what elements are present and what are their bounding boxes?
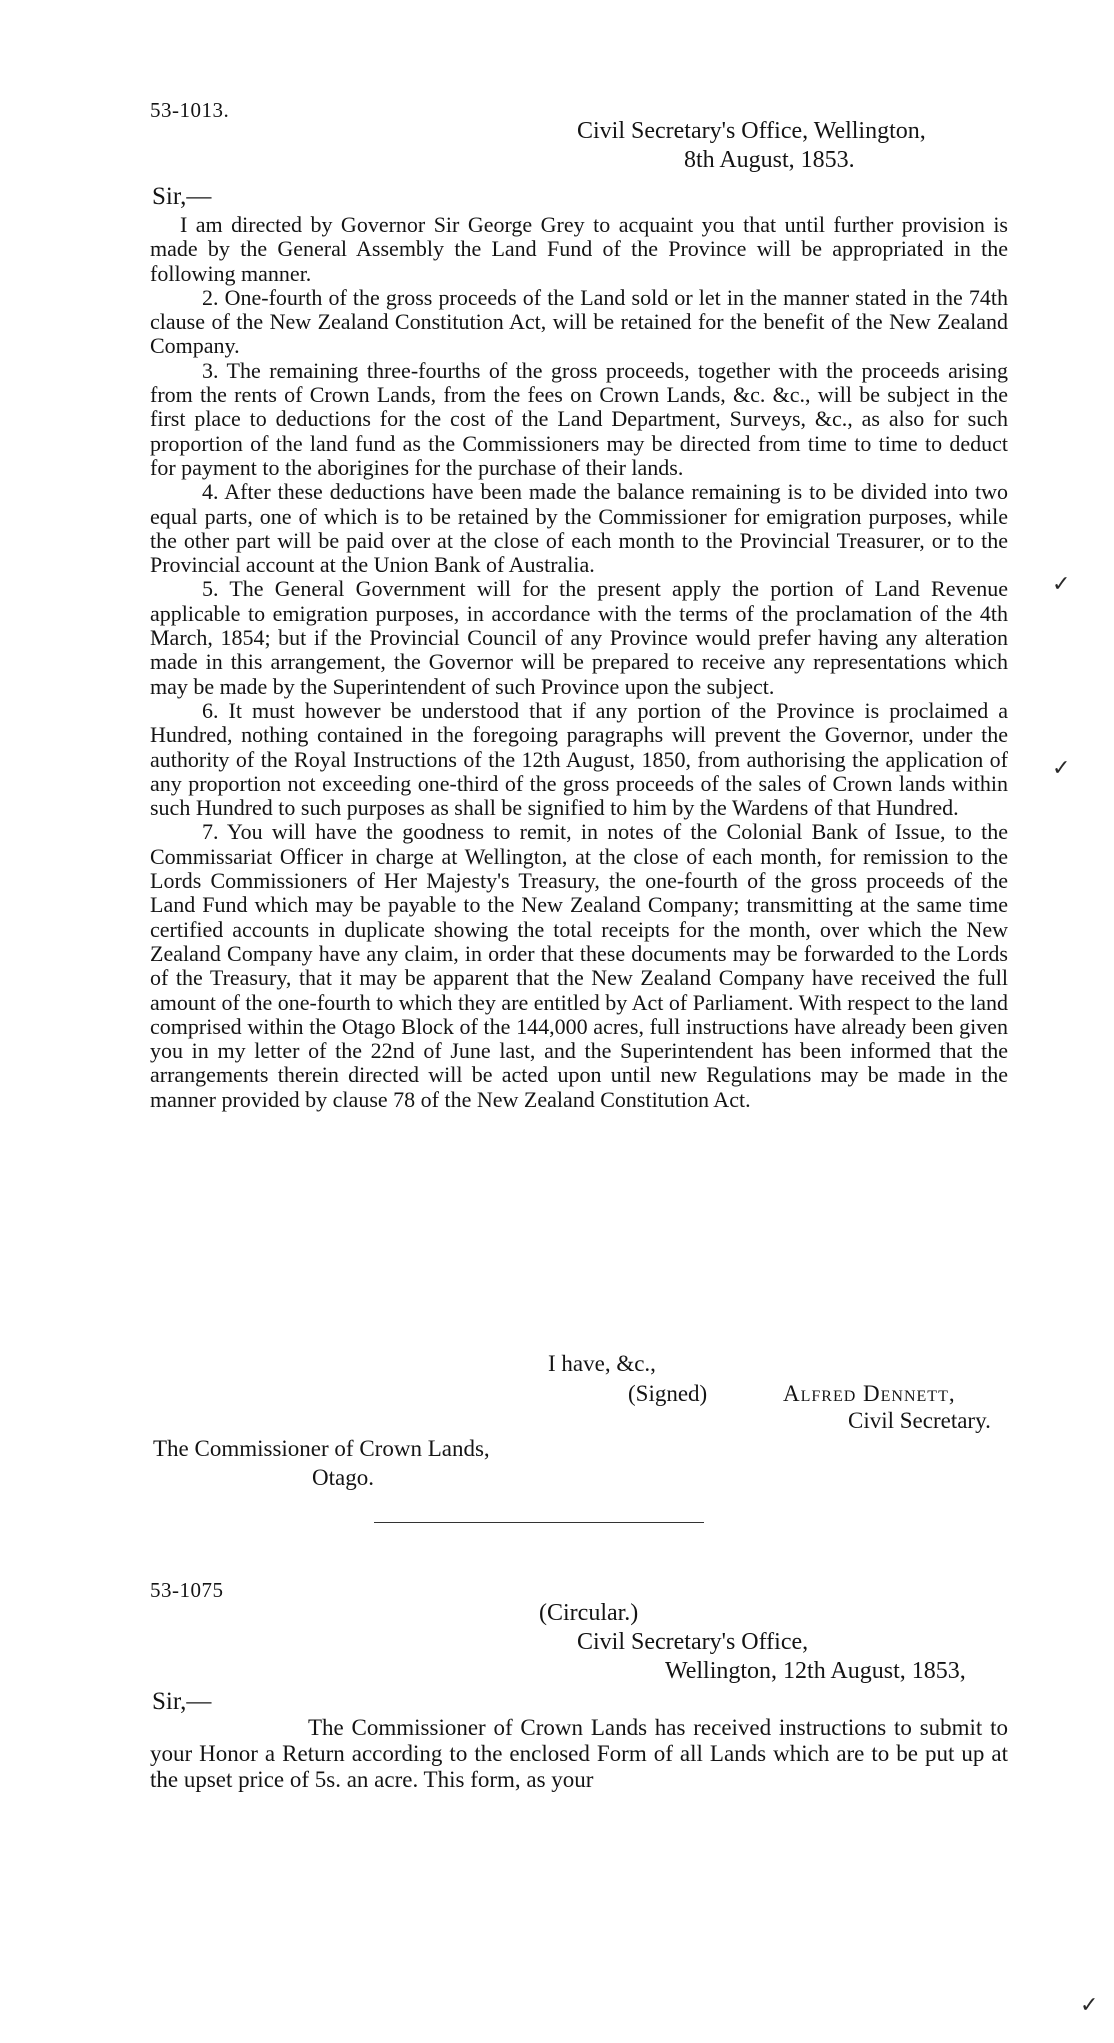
letter1-signatory: Alfred Dennett,	[783, 1381, 956, 1406]
letter1-paragraph-7: 7. You will have the goodness to remit, in notes of the Colonial Bank of Issue, to the Commissariat Officer in charge at Wellington, at the close of each month, for remission to the Lords Commissioners of Her Majesty's Treasury, the one-fourth of the gross proceeds of the Land Fund which may be payable to the New Zealand Company; transmitting at the same time certified accounts in duplicate showing the total receipts for the month, over which the New Zealand Company have any claim, in order that these documents may be forwarded to the Lords of the Treasury, that it may be apparent that the New Zealand Company have received the full amount of the one-fourth to which they are entitled by Act of Parliament. With respect to the land comprised within the Otago Block of the 144,000 acres, full instructions have already been given you in my letter of the 22nd of June last, and the Superintendent has been informed that the arrangements therein directed will be acted upon until new Regulations may be made in the manner provided by clause 78 of the New Zealand Constitution Act.	[150, 819, 1008, 1112]
letter1-paragraph-3: 3. The remaining three-fourths of the gross proceeds, together with the proceeds arising from the rents of Crown Lands, from the fees on Crown Lands, &c. &c., will be subject in the first place to deductions for the cost of the Land Department, Surveys, &c., as also for such proportion of the land fund as the Commissioners may be directed from time to time to deduct for payment to the aborigines for the purchase of their lands.	[150, 357, 1008, 480]
letter1-paragraph-1: I am directed by Governor Sir George Grey to acquaint you that until further provision is made by the General Assembly the Land Fund of the Province will be appropriated in the following manner.	[150, 212, 1008, 286]
letter1-closing: I have, &c.,	[548, 1351, 656, 1376]
margin-check-mark: ✓	[1052, 571, 1071, 596]
letter2-place-date: Wellington, 12th August, 1853,	[665, 1658, 966, 1684]
letter1-paragraph-2: 2. One-fourth of the gross proceeds of the Land sold or let in the manner stated in the 74th clause of the New Zealand Constitution Act, will be retained for the benefit of the New Zealand Company.	[150, 284, 1008, 359]
letter1-date: 8th August, 1853.	[684, 147, 855, 173]
margin-check-mark: ✓	[1080, 1992, 1099, 2017]
letter1-addressee: The Commissioner of Crown Lands,	[153, 1436, 490, 1461]
letter1-signatory-title: Civil Secretary.	[848, 1408, 991, 1433]
letter2-office-line: Civil Secretary's Office,	[577, 1629, 809, 1655]
letter2-circular-label: (Circular.)	[539, 1600, 639, 1626]
letter2-ref-number: 53-1075	[150, 1578, 224, 1602]
section-divider	[374, 1522, 704, 1523]
letter1-signed-label: (Signed)	[628, 1381, 708, 1406]
margin-check-mark: ✓	[1052, 755, 1071, 780]
letter1-addressee-place: Otago.	[312, 1465, 374, 1490]
letter1-ref-number: 53-1013.	[150, 98, 230, 122]
letter1-paragraph-5: 5. The General Government will for the present apply the portion of Land Revenue applicable to emigration purposes, in accordance with the terms of the proclamation of the 4th March, 1854; but if the Provincial Council of any Province would prefer having any alteration made in this arrangement, the Governor will be prepared to receive any representations which may be made by the Superintendent of such Province upon the subject.	[150, 576, 1008, 699]
letter1-office-line: Civil Secretary's Office, Wellington,	[577, 118, 926, 144]
letter1-body	[150, 213, 1008, 1112]
letter2-paragraph: The Commissioner of Crown Lands has received instructions to submit to your Honor a Return according to the enclosed Form of all Lands which are to be put up at the upset price of 5s. an acre. This form, as your	[150, 1715, 1008, 1792]
letter1-paragraph-6: 6. It must however be understood that if any portion of the Province is proclaimed a Hundred, nothing contained in the foregoing paragraphs will prevent the Governor, under the authority of the Royal Instructions of the 12th August, 1850, from authorising the application of any proportion not exceeding one-third of the gross proceeds of the sales of Crown lands within such Hundred to such purposes as shall be signified to him by the Wardens of that Hundred.	[150, 697, 1008, 821]
letter2-body	[150, 1715, 1008, 1793]
letter2-salutation: Sir,—	[152, 1688, 212, 1715]
letter1-salutation: Sir,—	[152, 183, 212, 210]
letter1-paragraph-4: 4. After these deductions have been made the balance remaining is to be divided into two equal parts, one of which is to be retained by the Commissioner for emigration purposes, while the other part will be paid over at the close of each month to the Provincial Treasurer, or to the Provincial account at the Union Bank of Australia.	[150, 479, 1008, 578]
